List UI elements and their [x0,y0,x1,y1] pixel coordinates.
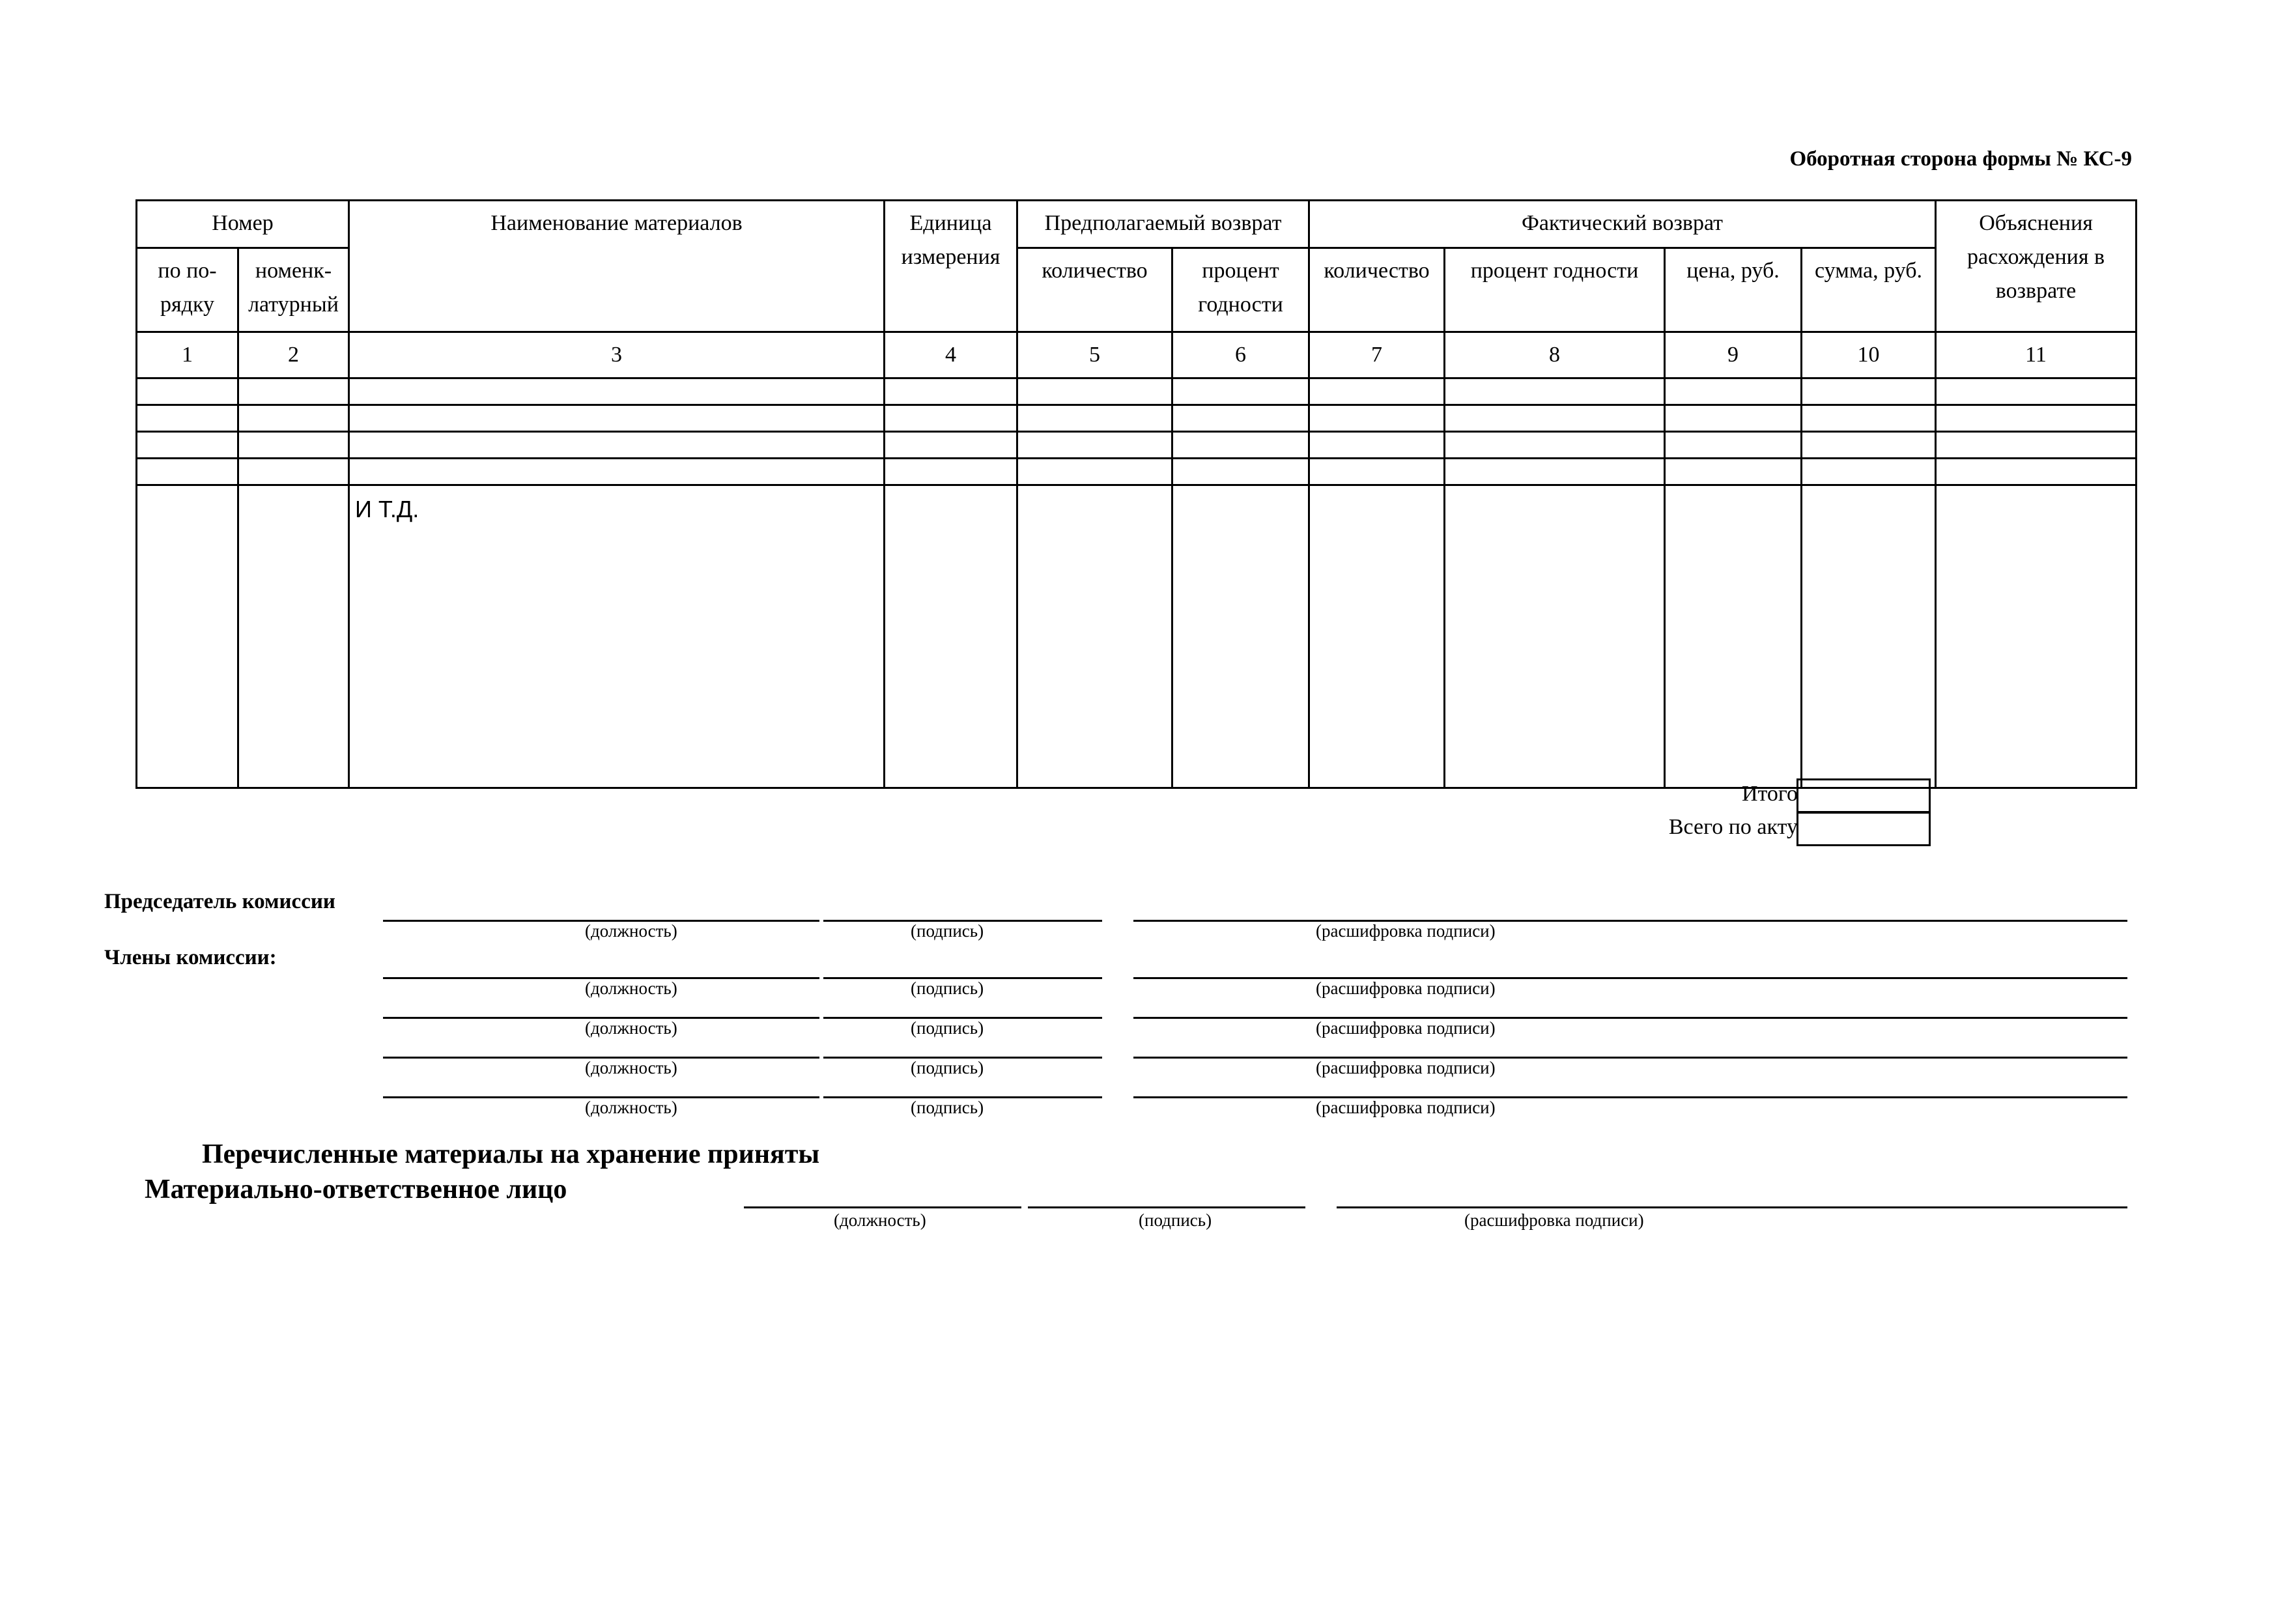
col-num-7: 7 [1309,332,1445,378]
signature-row-3-signature-caption: (подпись) [911,1018,984,1038]
header-name: Наименование материалов [349,201,885,332]
header-expected-quantity: количество [1017,248,1172,332]
header-sum: сумма, руб. [1802,248,1936,332]
signature-row-5-position-caption: (должность) [585,1098,677,1117]
chairman-label: Председатель комиссии [104,890,335,913]
signature-row-1-signature-caption: (подпись) [911,921,984,941]
col-num-8: 8 [1445,332,1665,378]
vsego-label: Всего по акту [1668,815,1798,839]
table-row [137,432,2137,459]
col-num-5: 5 [1017,332,1172,378]
header-row-1 [137,201,2137,248]
acceptance-signature-caption: (подпись) [1139,1210,1212,1230]
header-expected-percent: процент годности [1172,248,1309,332]
col-num-9: 9 [1665,332,1802,378]
signature-row-2-decode-caption: (расшифровка подписи) [1316,978,1496,998]
acceptance-position-caption: (должность) [834,1210,926,1230]
signature-row-4-position-caption: (должность) [585,1058,677,1077]
signature-row-2-signature-caption: (подпись) [911,978,984,998]
acceptance-line-2: Материально-ответственное лицо [145,1175,567,1204]
header-explanation: Объяснения расхождения в возврате [1936,201,2137,332]
col-num-3: 3 [349,332,885,378]
acceptance-position-line [744,1206,1021,1208]
acceptance-signature-line [1028,1206,1305,1208]
members-label: Члены комиссии: [104,946,277,969]
signature-row-2-position-caption: (должность) [585,978,677,998]
signature-row-3-position-caption: (должность) [585,1018,677,1038]
header-actual-return: Фактический возврат [1309,201,1936,248]
acceptance-line-1: Перечисленные материалы на хранение приняты [202,1139,820,1169]
signature-row-5-decode-caption: (расшифровка подписи) [1316,1098,1496,1117]
header-actual-quantity: количество [1309,248,1445,332]
header-expected-return: Предполагаемый возврат [1017,201,1309,248]
signature-row-4-decode-line [1133,1057,2127,1059]
column-number-row [137,332,2137,378]
signature-row-2-decode-line [1133,977,2127,979]
col-num-6: 6 [1172,332,1309,378]
signature-row-1-position-caption: (должность) [585,921,677,941]
signature-row-5-decode-line [1133,1096,2127,1098]
signature-row-3-decode-line [1133,1017,2127,1019]
col-num-10: 10 [1802,332,1936,378]
header-unit: Единица измерения [885,201,1017,332]
header-price: цена, руб. [1665,248,1802,332]
signature-row-4-decode-caption: (расшифровка подписи) [1316,1058,1496,1077]
signature-row-1-decode-caption: (расшифровка подписи) [1316,921,1496,941]
acceptance-decode-caption: (расшифровка подписи) [1464,1210,1644,1230]
etc-text: И Т.Д. [349,485,885,788]
itogo-label: Итого [1741,782,1798,806]
vsego-value-box [1796,811,1931,846]
table-row [137,459,2137,485]
col-num-1: 1 [137,332,238,378]
header-number: Номер [137,201,349,248]
signature-row-1-decode-line [1133,920,2127,922]
signature-row-4-signature-caption: (подпись) [911,1058,984,1077]
table-row-etc [137,485,2137,788]
col-num-11: 11 [1936,332,2137,378]
header-nomenclature-number: номенк-латурный [238,248,349,332]
header-order-number: по по-рядку [137,248,238,332]
col-num-4: 4 [885,332,1017,378]
table-row [137,378,2137,405]
header-actual-percent: процент годности [1445,248,1665,332]
table-row [137,405,2137,432]
itogo-value-box [1796,778,1931,814]
col-num-2: 2 [238,332,349,378]
form-title: Оборотная сторона формы № КС-9 [1789,147,2132,171]
materials-return-table [135,199,2137,789]
acceptance-decode-line [1337,1206,2127,1208]
signature-row-3-decode-caption: (расшифровка подписи) [1316,1018,1496,1038]
signature-row-5-signature-caption: (подпись) [911,1098,984,1117]
